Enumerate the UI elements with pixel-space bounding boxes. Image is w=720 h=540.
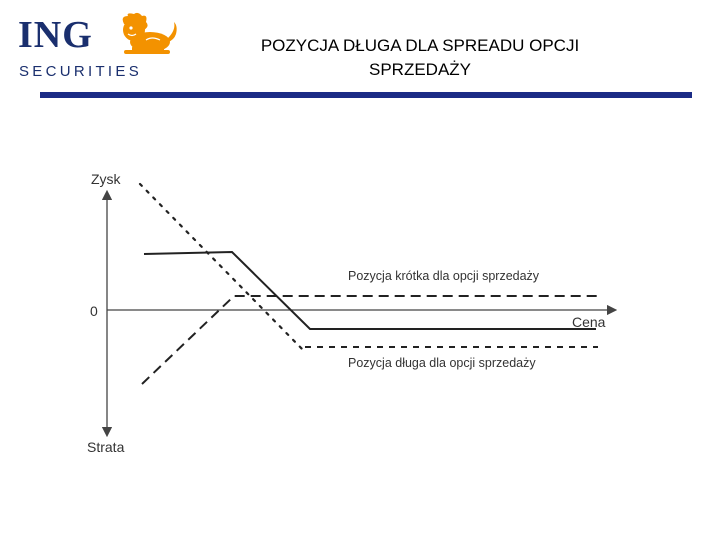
zero-label: 0	[90, 303, 98, 319]
dotted-put-payoff-line	[140, 184, 305, 352]
axis-label-zysk: Zysk	[91, 171, 121, 187]
logo-brand-text: ING	[18, 14, 93, 56]
logo-subtitle-text: SECURITIES	[19, 63, 143, 80]
long-position-label: Pozycja długa dla opcji sprzedaży	[348, 356, 536, 370]
dashed-long-put-line	[142, 296, 598, 384]
short-position-label: Pozycja krótka dla opcji sprzedaży	[348, 269, 540, 283]
axis-label-strata: Strata	[87, 439, 125, 455]
axis-label-cena: Cena	[572, 314, 606, 330]
slide-title-line-1: POZYCJA DŁUGA DLA SPREADU OPCJI	[260, 36, 580, 55]
slide-title-line-2: SPRZEDAŻY	[368, 60, 472, 79]
